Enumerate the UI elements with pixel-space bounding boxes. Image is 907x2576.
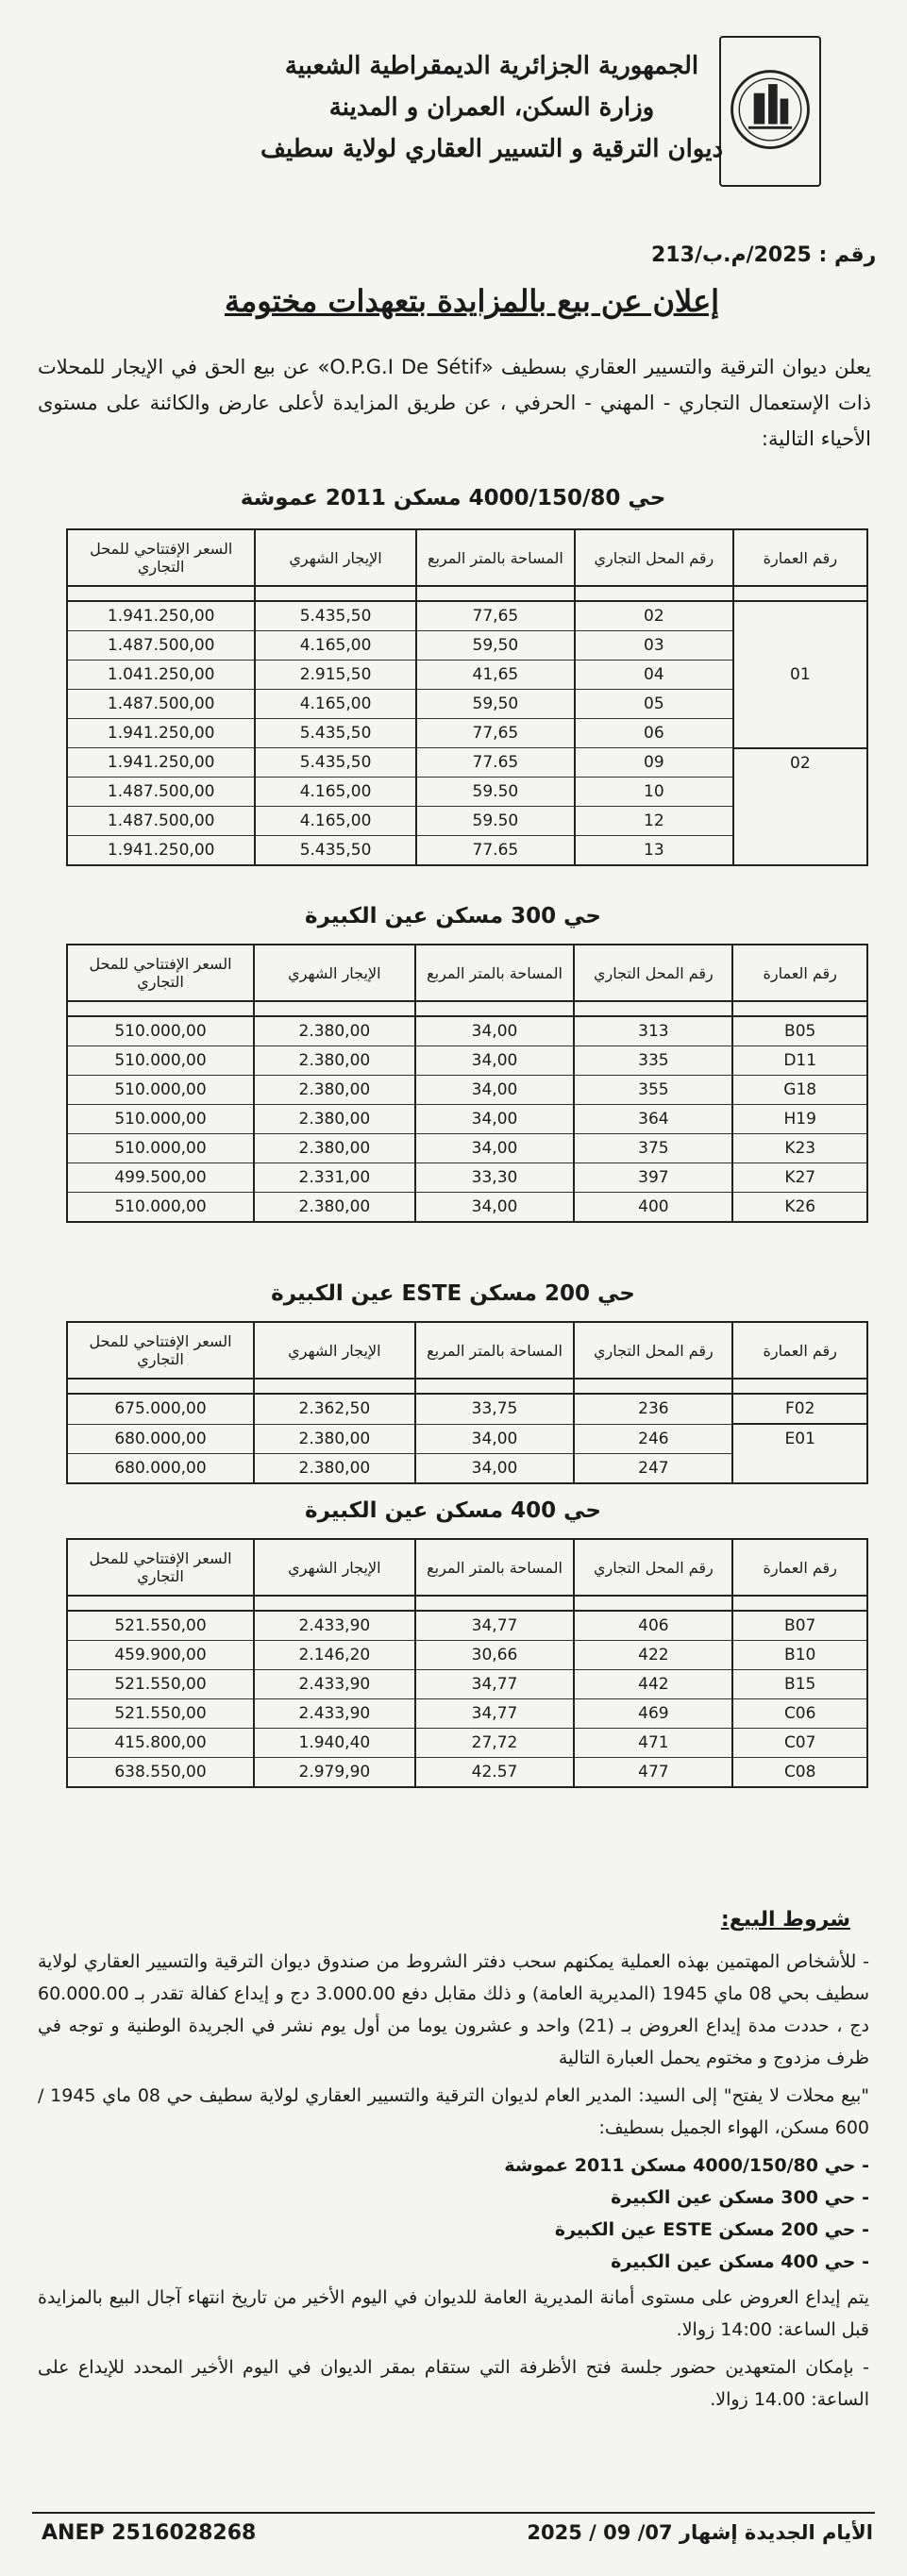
cell-building: 02 [733,748,867,778]
cell-building [732,1453,867,1483]
cell-price: 510.000,00 [67,1134,254,1163]
cell-area: 59,50 [416,690,575,719]
cell-unit: 364 [574,1105,732,1134]
cell-area: 34,00 [415,1105,575,1134]
cell-rent: 4.165,00 [255,631,415,661]
col-rent: الإيجار الشهري [255,529,415,586]
cell-rent: 2.380,00 [254,1046,415,1076]
cell-area: 59.50 [416,778,575,807]
list-item: - حي 400 مسكن عين الكبيرة [611,2251,869,2272]
col-area: المساحة بالمتر المربع [415,1322,575,1379]
cell-price: 459.900,00 [67,1641,254,1670]
col-price: السعر الإفتتاحي للمحل التجاري [67,1539,254,1596]
cell-rent: 2.433,90 [254,1611,415,1641]
cell-unit: 471 [574,1729,732,1758]
cell-building: E01 [732,1424,867,1453]
table-row [67,1729,867,1758]
cell-building: B05 [732,1016,867,1046]
table-row [67,1424,867,1453]
cell-area: 77.65 [416,836,575,866]
table-row [67,1193,867,1223]
reference-prefix: رقم [833,243,877,267]
cell-rent: 2.331,00 [254,1163,415,1193]
cell-unit: 03 [575,631,733,661]
cell-price: 1.487.500,00 [67,807,255,836]
intro-paragraph: يعلن ديوان الترقية والتسيير العقاري بسطيف «O.P.G.I De Sétif» عن بيع الحق في الإيجار للمحلات ذات الإستعمال التجاري - المهني - الحرفي ، عن طريق المزايدة لأعلى عارض والكائنة على مستوى الأحياء التالية: [38,356,871,450]
cell-area: 34,00 [415,1046,575,1076]
section-title: حي 300 مسكن عين الكبيرة [305,904,601,928]
cell-rent: 2.380,00 [254,1453,415,1483]
cell-price: 1.941.250,00 [67,748,255,778]
cell-area: 41,65 [416,661,575,690]
cell-price: 680.000,00 [67,1453,254,1483]
col-area: المساحة بالمتر المربع [415,945,575,1001]
cell-building: F02 [732,1394,867,1424]
cell-unit: 10 [575,778,733,807]
cell-rent: 5.435,50 [255,719,415,748]
conditions-title: شروط البيع: [720,1908,850,1932]
cell-unit: 13 [575,836,733,866]
cell-price: 638.550,00 [67,1758,254,1788]
listing-table [66,1538,868,1788]
col-price: السعر الإفتتاحي للمحل التجاري [67,945,254,1001]
cell-price: 680.000,00 [67,1424,254,1453]
cell-rent: 4.165,00 [255,690,415,719]
cell-price: 510.000,00 [67,1076,254,1105]
cell-rent: 4.165,00 [255,778,415,807]
reference-value: 2025/م.ب/213 [651,243,812,267]
cell-area: 77.65 [416,748,575,778]
list-item: - حي 4000/150/80 مسكن 2011 عموشة [504,2155,869,2176]
cell-building: B15 [732,1670,867,1699]
cell-rent: 2.146,20 [254,1641,415,1670]
neighborhood-list [38,2149,869,2278]
cell-building [733,719,867,748]
cell-rent: 2.380,00 [254,1016,415,1046]
cell-area: 77,65 [416,601,575,631]
cell-unit: 406 [574,1611,732,1641]
cell-rent: 2.362,50 [254,1394,415,1424]
cell-rent: 5.435,50 [255,601,415,631]
cell-building [733,601,867,631]
table-row [67,748,867,778]
conditions-paragraph: "بيع محلات لا يفتح" إلى السيد: المدير العام لديوان الترقية والتسيير العقاري لولاية سطيف حي 08 ماي 1945 / 600 مسكن، الهواء الجميل بسطيف: [38,2085,869,2138]
listing-table [66,944,868,1223]
cell-building: B10 [732,1641,867,1670]
col-price: السعر الإفتتاحي للمحل التجاري [67,1322,254,1379]
cell-area: 42.57 [415,1758,575,1788]
cell-area: 34,00 [415,1453,575,1483]
cell-building: H19 [732,1105,867,1134]
cell-area: 34,00 [415,1076,575,1105]
col-building: رقم العمارة [732,945,867,1001]
col-rent: الإيجار الشهري [254,1539,415,1596]
ministry-title: وزارة السكن، العمران و المدينة [328,93,655,122]
table-row [67,601,867,631]
cell-area: 33,75 [415,1394,575,1424]
cell-rent: 2.380,00 [254,1134,415,1163]
table-row [67,1163,867,1193]
cell-area: 34,77 [415,1699,575,1729]
cell-unit: 09 [575,748,733,778]
cell-building: 01 [733,661,867,690]
anep-number: ANEP 2516028268 [42,2521,257,2545]
cell-price: 1.941.250,00 [67,836,255,866]
cell-unit: 355 [574,1076,732,1105]
cell-building: D11 [732,1046,867,1076]
cell-price: 1.041.250,00 [67,661,255,690]
cell-unit: 442 [574,1670,732,1699]
cell-area: 34,00 [415,1016,575,1046]
cell-rent: 2.380,00 [254,1076,415,1105]
cell-area: 34,00 [415,1193,575,1223]
office-title: ديوان الترقية و التسيير العقاري لولاية سطيف [260,135,724,163]
table-row [67,807,867,836]
cell-unit: 375 [574,1134,732,1163]
listing-table [66,1321,868,1484]
table-row [67,1105,867,1134]
cell-unit: 422 [574,1641,732,1670]
col-rent: الإيجار الشهري [254,1322,415,1379]
cell-rent: 2.979,90 [254,1758,415,1788]
table-row [67,1076,867,1105]
cell-rent: 5.435,50 [255,836,415,866]
table-row [67,1611,867,1641]
cell-price: 521.550,00 [67,1699,254,1729]
republic-title: الجمهورية الجزائرية الديمقراطية الشعبية [284,52,699,80]
cell-unit: 335 [574,1046,732,1076]
cell-price: 521.550,00 [67,1670,254,1699]
cell-price: 1.487.500,00 [67,690,255,719]
cell-unit: 469 [574,1699,732,1729]
cell-unit: 236 [574,1394,732,1424]
opening-paragraph: - بإمكان المتعهدين حضور جلسة فتح الأظرفة التي ستقام بمقر الديوان في اليوم الأخير المحدد للإيداع على الساعة: 14.00 زوالا. [38,2357,869,2410]
table-row [67,1016,867,1046]
cell-price: 521.550,00 [67,1611,254,1641]
cell-unit: 477 [574,1758,732,1788]
cell-building [733,690,867,719]
cell-building: K23 [732,1134,867,1163]
section-title: حي 4000/150/80 مسكن 2011 عموشة [240,486,666,510]
cell-rent: 2.380,00 [254,1424,415,1453]
conditions-paragraph: - للأشخاص المهتمين بهذه العملية يمكنهم سحب دفتر الشروط من صندوق ديوان الترقية والتسيير العقاري لولاية سطيف بحي 08 ماي 1945 (المديرية العامة) و ذلك مقابل دفع 3.000.00 دج و إيداع كفالة تقدر بـ 60.000.00 دج ، حددت مدة إيداع العروض بـ (21) واحد و عشرون يوما من أول يوم نشر في الجريدة الوطنية و توجه في ظرف مزدوج و مختوم يحمل العبارة التالية [38,1951,869,2068]
cell-building: G18 [732,1076,867,1105]
col-unit: رقم المحل التجاري [574,945,732,1001]
table-row [67,690,867,719]
cell-unit: 400 [574,1193,732,1223]
cell-area: 27,72 [415,1729,575,1758]
table-row [67,1453,867,1483]
col-building: رقم العمارة [732,1322,867,1379]
footer-divider [32,2512,875,2514]
table-row [67,661,867,690]
table-row [67,1758,867,1788]
cell-area: 77,65 [416,719,575,748]
cell-price: 510.000,00 [67,1046,254,1076]
col-unit: رقم المحل التجاري [574,1322,732,1379]
col-building: رقم العمارة [733,529,867,586]
cell-rent: 5.435,50 [255,748,415,778]
cell-area: 34,00 [415,1424,575,1453]
col-unit: رقم المحل التجاري [574,1539,732,1596]
cell-building: C07 [732,1729,867,1758]
cell-unit: 397 [574,1163,732,1193]
cell-rent: 2.380,00 [254,1105,415,1134]
cell-area: 34,77 [415,1611,575,1641]
cell-rent: 2.380,00 [254,1193,415,1223]
cell-unit: 02 [575,601,733,631]
cell-building: C06 [732,1699,867,1729]
table-row [67,631,867,661]
cell-price: 1.941.250,00 [67,719,255,748]
cell-price: 415.800,00 [67,1729,254,1758]
col-price: السعر الإفتتاحي للمحل التجاري [67,529,255,586]
cell-unit: 06 [575,719,733,748]
cell-area: 34,00 [415,1134,575,1163]
table-row [67,1046,867,1076]
deposit-body [38,2282,869,2421]
conditions-body [38,1946,869,2278]
cell-unit: 05 [575,690,733,719]
cell-rent: 2.433,90 [254,1670,415,1699]
table-row [67,1670,867,1699]
cell-price: 1.487.500,00 [67,778,255,807]
col-unit: رقم المحل التجاري [575,529,733,586]
cell-price: 510.000,00 [67,1016,254,1046]
cell-building [733,836,867,866]
cell-building [733,778,867,807]
cell-area: 30,66 [415,1641,575,1670]
listing-table [66,528,868,866]
table-row [67,1699,867,1729]
table-row [67,778,867,807]
cell-unit: 12 [575,807,733,836]
cell-price: 499.500,00 [67,1163,254,1193]
cell-unit: 246 [574,1424,732,1453]
list-item: - حي 200 مسكن ESTE عين الكبيرة [554,2219,869,2240]
cell-building [733,807,867,836]
cell-area: 33,30 [415,1163,575,1193]
cell-price: 1.941.250,00 [67,601,255,631]
cell-area: 59,50 [416,631,575,661]
cell-rent: 2.915,50 [255,661,415,690]
list-item: - حي 300 مسكن عين الكبيرة [611,2187,869,2208]
cell-unit: 04 [575,661,733,690]
cell-price: 1.487.500,00 [67,631,255,661]
col-rent: الإيجار الشهري [254,945,415,1001]
cell-price: 675.000,00 [67,1394,254,1424]
cell-price: 510.000,00 [67,1193,254,1223]
cell-rent: 2.433,90 [254,1699,415,1729]
section-title: حي 200 مسكن ESTE عين الكبيرة [271,1281,635,1306]
table-row [67,1134,867,1163]
deposit-paragraph: يتم إيداع العروض على مستوى أمانة المديرية العامة للديوان في اليوم الأخير من تاريخ انتهاء آجال البيع بالمزايدة قبل الساعة: 14:00 زوالا. [38,2287,869,2340]
cell-rent: 4.165,00 [255,807,415,836]
header-block [190,45,794,170]
cell-area: 34,77 [415,1670,575,1699]
cell-area: 59.50 [416,807,575,836]
cell-unit: 313 [574,1016,732,1046]
table-row [67,1394,867,1424]
section-title: حي 400 مسكن عين الكبيرة [305,1498,601,1523]
col-area: المساحة بالمتر المربع [415,1539,575,1596]
page-title: إعلان عن بيع بالمزايدة بتعهدات مختومة [224,283,720,319]
cell-building: C08 [732,1758,867,1788]
reference-number: رقم : 2025/م.ب/213 [651,243,877,267]
cell-building [733,631,867,661]
col-area: المساحة بالمتر المربع [416,529,575,586]
cell-building: B07 [732,1611,867,1641]
table-row [67,1641,867,1670]
col-building: رقم العمارة [732,1539,867,1596]
cell-unit: 247 [574,1453,732,1483]
cell-rent: 1.940,40 [254,1729,415,1758]
table-row [67,719,867,748]
newspaper-credit: الأيام الجديدة إشهار 07/ 09 / 2025 [527,2521,873,2544]
cell-building: K26 [732,1193,867,1223]
cell-price: 510.000,00 [67,1105,254,1134]
cell-building: K27 [732,1163,867,1193]
table-row [67,836,867,866]
